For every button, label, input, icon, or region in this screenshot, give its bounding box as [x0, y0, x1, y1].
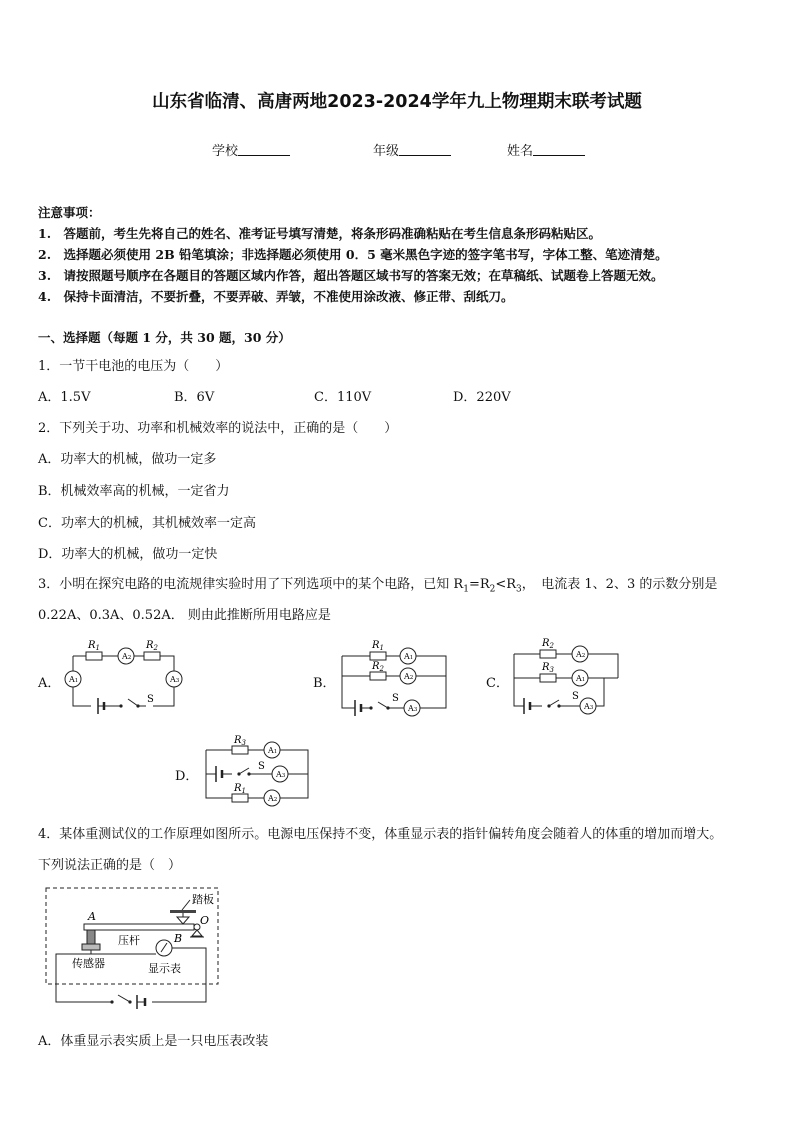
fig-label-b: B: [174, 932, 183, 945]
circuit-label: A2: [122, 652, 132, 661]
circuit-label: A2: [268, 794, 278, 803]
q2-stem: 2．下列关于功、功率和机械效率的说法中，正确的是（ ）: [38, 421, 398, 436]
circuit-label: $R_2$: [542, 638, 554, 650]
q3-option-a-label: A．: [38, 676, 61, 691]
q4-option-a: A．体重显示表实质上是一只电压表改装: [38, 1034, 269, 1049]
q2-option-b: B．机械效率高的机械，一定省力: [38, 484, 230, 499]
q4-stem: 4．某体重测试仪的工作原理如图所示。电源电压保持不变，体重显示表的指针偏转角度会随着人的体重的增加而增大。: [38, 827, 723, 842]
circuit-label: $R_3$: [234, 735, 246, 747]
circuit-label: $R_1$: [372, 640, 384, 652]
circuit-label: S: [392, 693, 399, 704]
grade-field: 年级: [373, 140, 451, 159]
q1-option-a: A．1.5V: [38, 390, 91, 405]
q3-stem: 3．小明在探究电路的电流规律实验时用了下列选项中的某个电路，已知 $R_1=R_2<R_3$， 电流表 1、2、3 的示数分别是: [38, 577, 718, 595]
school-field: 学校: [212, 140, 290, 159]
circuit-label: S: [572, 691, 579, 702]
circuit-label: S: [258, 761, 265, 772]
page-title: 山东省临清、高唐两地2023-2024学年九上物理期末联考试题: [152, 92, 642, 112]
circuit-label: $R_1$: [88, 640, 100, 652]
circuit-b-diagram: [334, 636, 459, 720]
q1-option-c: C．110V: [314, 390, 372, 405]
circuit-a-diagram: [58, 636, 188, 716]
q4-stem-line2: 下列说法正确的是（ ）: [38, 858, 182, 873]
q1-option-b: B．6V: [174, 390, 215, 405]
circuit-label: A1: [404, 652, 414, 661]
notes-heading: 注意事项：: [38, 205, 101, 220]
q2-option-d: D．功率大的机械，做功一定快: [38, 547, 218, 562]
q1-option-d: D．220V: [453, 390, 511, 405]
note-item: 4. 保持卡面清洁，不要折叠，不要弄破、弄皱，不准使用涂改液、修正带、刮纸刀。: [38, 289, 514, 304]
circuit-label: A3: [408, 704, 418, 713]
circuit-label: S: [147, 694, 154, 705]
q3-option-b-label: B．: [313, 676, 336, 691]
circuit-label: A3: [584, 702, 594, 711]
fig-label-pedal: 踏板: [192, 893, 214, 906]
q2-option-c: C．功率大的机械，其机械效率一定高: [38, 516, 256, 531]
circuit-label: $R_1$: [234, 783, 246, 795]
note-item: 3. 请按照题号顺序在各题目的答题区域内作答，超出答题区域书写的答案无效；在草稿纸、试题卷上答题无效。: [38, 268, 664, 283]
q3-option-c-label: C．: [486, 676, 509, 691]
fig-label-sensor: 传感器: [72, 957, 105, 970]
circuit-label: A2: [404, 672, 414, 681]
name-field: 姓名: [507, 140, 585, 159]
circuit-label: A1: [69, 675, 79, 684]
section-heading: 一、选择题（每题 1 分，共 30 题，30 分）: [38, 330, 291, 345]
q3-stem-line2: 0.22A、0.3A、0.52A． 则由此推断所用电路应是: [38, 608, 331, 623]
circuit-c-diagram: [508, 634, 633, 720]
circuit-d-diagram: [198, 732, 313, 808]
circuit-label: $R_3$: [542, 662, 554, 674]
q1-stem: 1．一节干电池的电压为（ ）: [38, 359, 229, 374]
fig-label-o: O: [200, 914, 210, 927]
weight-scale-diagram: [42, 884, 222, 1010]
circuit-label: A3: [170, 675, 180, 684]
fig-label-display: 显示表: [148, 962, 181, 975]
fig-label-a: A: [88, 910, 96, 923]
note-item: 1. 答题前，考生先将自己的姓名、准考证号填写清楚，将条形码准确粘贴在考生信息条形码粘贴区。: [38, 226, 602, 241]
note-item: 2. 选择题必须使用 2B 铅笔填涂；非选择题必须使用 0．5 毫米黑色字迹的签字笔书写，字体工整、笔迹清楚。: [38, 247, 668, 262]
circuit-label: A1: [576, 674, 586, 683]
circuit-label: A1: [268, 746, 278, 755]
q2-option-a: A．功率大的机械，做功一定多: [38, 452, 217, 467]
circuit-label: $R_2$: [146, 640, 158, 652]
fig-label-rod: 压杆: [118, 934, 140, 947]
circuit-label: A2: [576, 650, 586, 659]
circuit-label: $R_2$: [372, 661, 384, 673]
circuit-label: A3: [276, 770, 286, 779]
q3-option-d-label: D．: [175, 769, 199, 784]
